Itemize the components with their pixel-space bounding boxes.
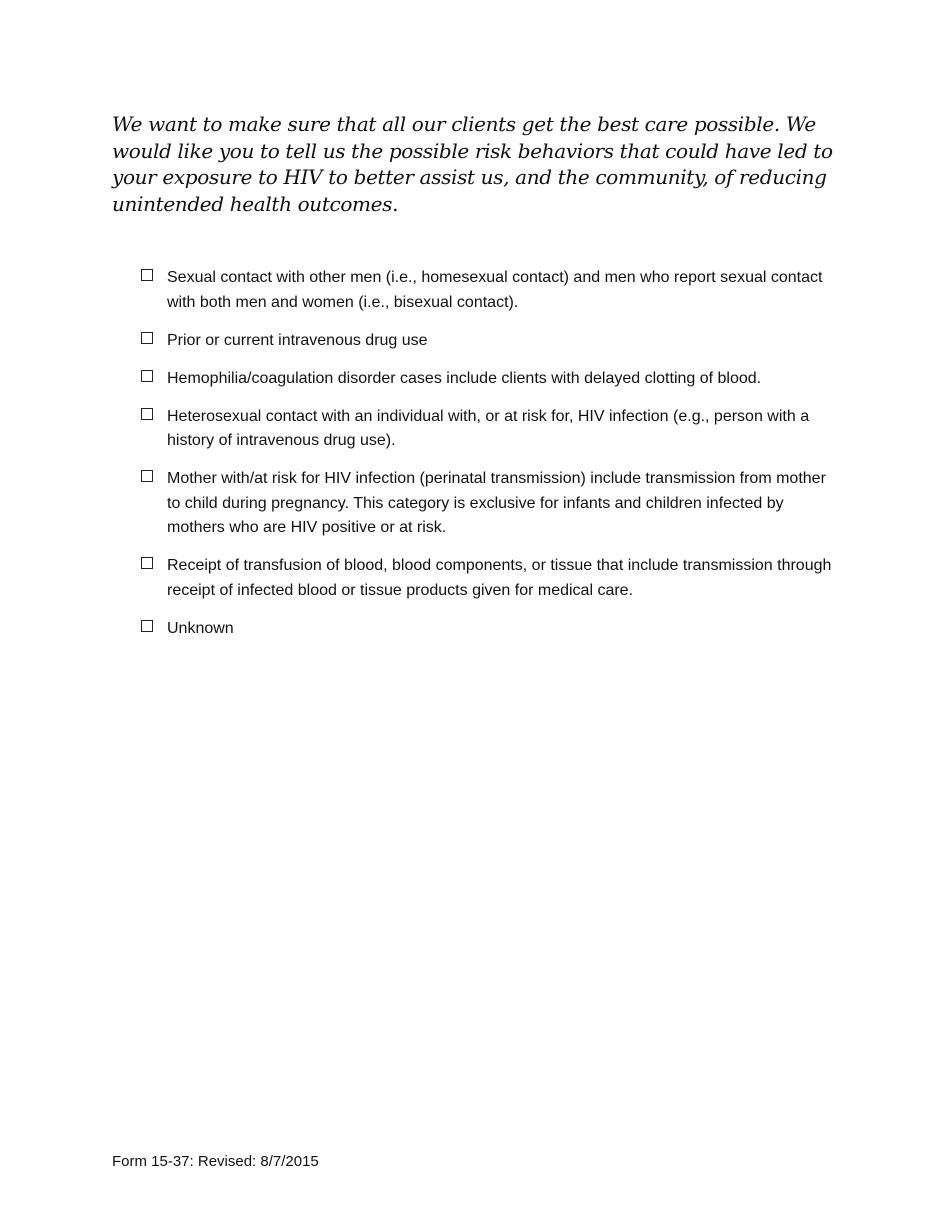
risk-option-checkbox[interactable] xyxy=(141,620,153,632)
risk-option-men-sexual-contact xyxy=(141,266,841,315)
intro-paragraph: We want to make sure that all our clients get the best care possible. We would like you to tell us the possible risk behaviors that could have led to your exposure to HIV to better assist us, and the community, of reducing unintended health outcomes. xyxy=(112,112,833,216)
risk-option-unknown xyxy=(141,617,841,642)
risk-option-checkbox[interactable] xyxy=(141,370,153,382)
risk-option-checkbox[interactable] xyxy=(141,332,153,344)
risk-option-checkbox[interactable] xyxy=(141,470,153,482)
risk-option-label: Prior or current intravenous drug use xyxy=(167,331,428,349)
risk-option-transfusion xyxy=(141,554,841,603)
risk-option-label: Unknown xyxy=(167,619,234,637)
risk-option-heterosexual-contact xyxy=(141,405,841,454)
risk-option-checkbox[interactable] xyxy=(141,408,153,420)
risk-behavior-checklist xyxy=(141,266,841,655)
risk-option-label: Receipt of transfusion of blood, blood components, or tissue that include transmission through receipt of infected blood or tissue products given for medical care. xyxy=(167,557,832,599)
risk-option-checkbox[interactable] xyxy=(141,269,153,281)
risk-option-checkbox[interactable] xyxy=(141,557,153,569)
risk-option-label: Hemophilia/coagulation disorder cases include clients with delayed clotting of blood. xyxy=(167,369,762,387)
risk-option-label: Sexual contact with other men (i.e., homesexual contact) and men who report sexual contact with both men and women (i.e., bisexual contact). xyxy=(167,269,823,311)
risk-option-intravenous-drug-use xyxy=(141,329,841,354)
risk-option-label: Heterosexual contact with an individual with, or at risk for, HIV infection (e.g., person with a history of intravenous drug use). xyxy=(167,407,810,449)
risk-option-perinatal-transmission xyxy=(141,467,841,541)
form-revision-footer: Form 15-37: Revised: 8/7/2015 xyxy=(112,1153,319,1170)
risk-option-label: Mother with/at risk for HIV infection (perinatal transmission) include transmission from mother to child during pregnancy. This category is exclusive for infants and children infected by mothers who are HIV positive or at risk. xyxy=(167,470,826,536)
risk-option-hemophilia xyxy=(141,367,841,392)
